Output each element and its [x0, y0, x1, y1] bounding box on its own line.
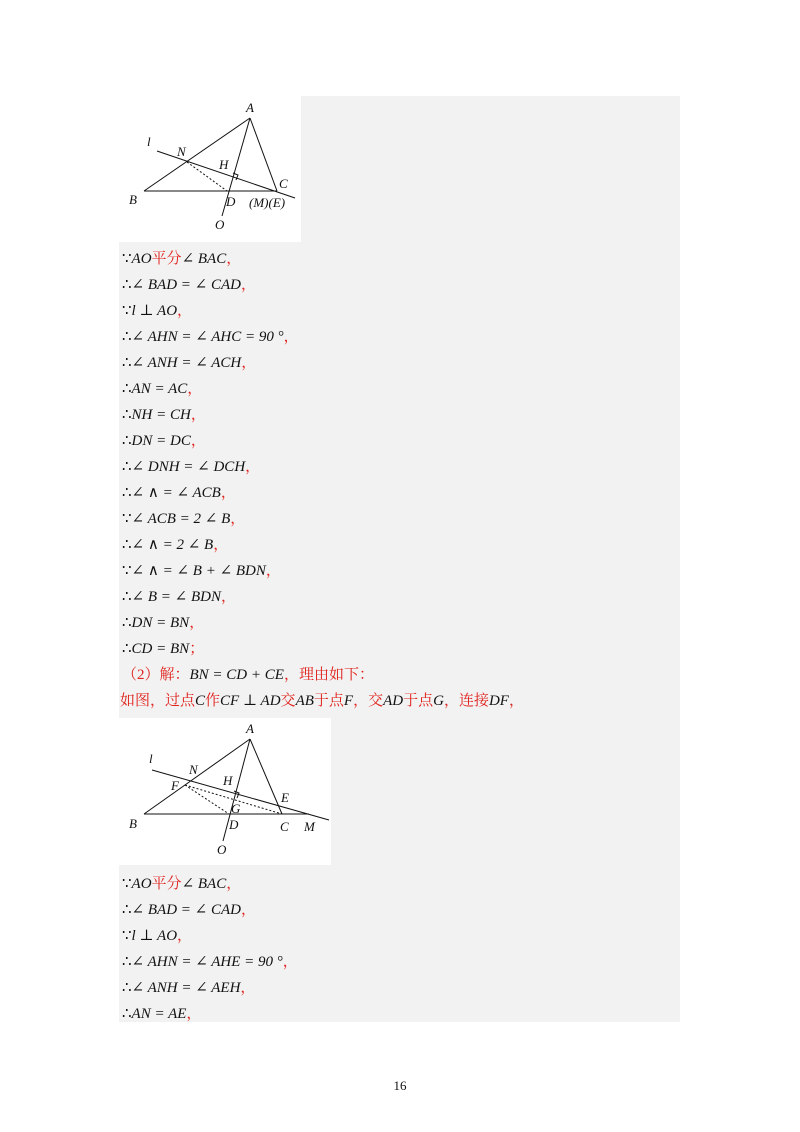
label-O: O	[217, 842, 227, 857]
label-M: M	[304, 819, 315, 834]
label-l: l	[147, 134, 151, 149]
proof-line: ∵l ⊥ AO，	[122, 303, 193, 319]
label-l: l	[149, 751, 153, 766]
proof-line: ∵∠ ∧ = ∠ B + ∠ BDN，	[122, 563, 281, 579]
proof-line: ∴∠ AHN = ∠ AHC = 90 °，	[122, 329, 299, 345]
page-number: 16	[393, 1078, 407, 1093]
proof-line: ∵l ⊥ AO，	[122, 928, 193, 944]
geometry-figure-1	[119, 96, 301, 242]
proof-line: ∴∠ BAD = ∠ CAD，	[122, 902, 256, 918]
label-D: D	[229, 817, 239, 832]
proof-line: ∵AO平分∠ BAC，	[122, 251, 242, 267]
proof-line: ∴CD = BN；	[122, 641, 205, 657]
construction-line: 如图，过点C作CF ⊥ AD交AB于点F，交AD于点G，连接DF，	[120, 693, 524, 709]
label-G: G	[231, 801, 241, 816]
label-C: C	[280, 819, 289, 834]
proof-line: ∴∠ BAD = ∠ CAD，	[122, 277, 256, 293]
proof-line: ∴AN = AC，	[122, 381, 203, 397]
proof-line: ∴∠ ANH = ∠ ACH，	[122, 355, 257, 371]
proof-line: ∴∠ DNH = ∠ DCH，	[122, 459, 261, 475]
proof-line: ∴NH = CH，	[122, 407, 206, 423]
label-A: A	[246, 721, 254, 736]
label-N: N	[177, 144, 186, 159]
label-A: A	[246, 100, 254, 115]
label-D: D	[226, 194, 236, 209]
label-B: B	[129, 816, 137, 831]
proof-line: ∴∠ ∧ = ∠ ACB，	[122, 485, 236, 501]
proof-line: ∴DN = DC，	[122, 433, 206, 449]
label-C: C	[279, 176, 288, 191]
label-H: H	[219, 157, 229, 172]
proof-line: ∴DN = BN，	[122, 615, 205, 631]
label-E: E	[281, 790, 289, 805]
figure-1-svg	[119, 96, 301, 242]
part-2-heading: （2）解：BN = CD + CE，理由如下：	[122, 667, 374, 683]
label-O: O	[215, 217, 225, 232]
label-H: H	[223, 773, 233, 788]
proof-line: ∵∠ ACB = 2 ∠ B，	[122, 511, 246, 527]
proof-line: ∴∠ ∧ = 2 ∠ B，	[122, 537, 229, 553]
proof-line: ∴AN = AE，	[122, 1006, 202, 1022]
geometry-figure-2	[119, 718, 331, 865]
proof-line: ∵AO平分∠ BAC，	[122, 876, 242, 892]
proof-line: ∴∠ B = ∠ BDN，	[122, 589, 236, 605]
label-F: F	[171, 778, 179, 793]
proof-line: ∴∠ AHN = ∠ AHE = 90 °，	[122, 954, 298, 970]
figure-2-svg	[119, 718, 331, 865]
label-B: B	[129, 192, 137, 207]
label-N: N	[189, 762, 198, 777]
proof-line: ∴∠ ANH = ∠ AEH，	[122, 980, 256, 996]
label-ME: (M)(E)	[249, 195, 286, 210]
